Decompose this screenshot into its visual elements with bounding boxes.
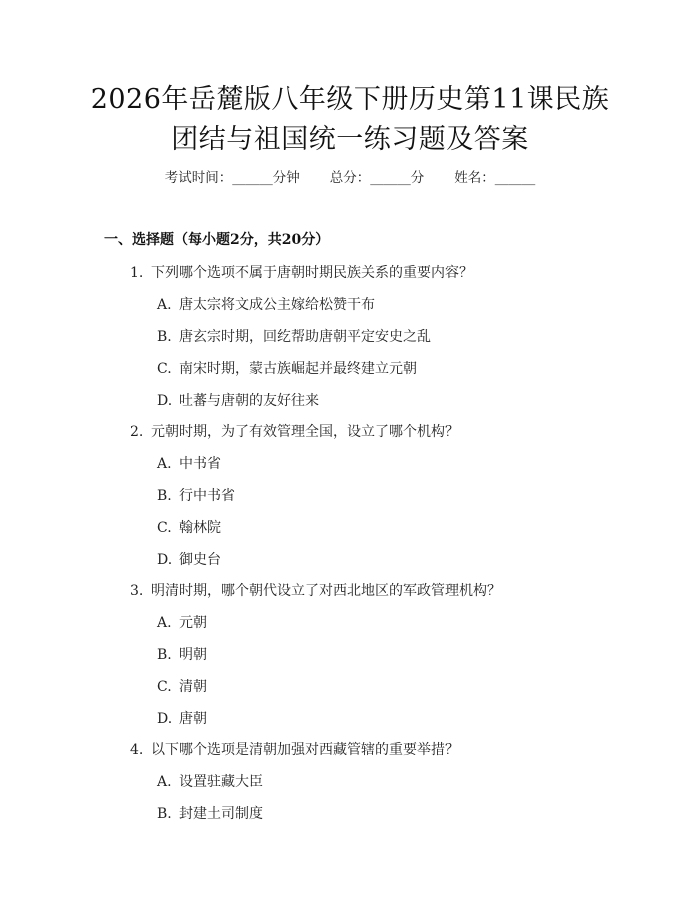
question-4 [130,739,459,759]
option-letter: D. [157,552,173,568]
question-1-option-a [157,294,375,314]
question-2-option-b [157,485,235,505]
question-number: 2. [130,424,144,440]
question-2-option-d [157,549,221,569]
question-number: 1. [130,265,144,281]
option-text: 明朝 [179,647,207,663]
question-text: 元朝时期，为了有效管理全国，设立了哪个机构？ [151,424,459,440]
question-2-option-a [157,453,221,473]
question-3-option-a [157,612,207,632]
question-number: 4. [130,742,144,758]
option-text: 唐玄宗时期，回纥帮助唐朝平定安史之乱 [179,329,431,345]
option-letter: B. [157,329,172,345]
document-title-line1: 2026年岳麓版八年级下册历史第11课民族 [90,84,610,115]
question-1-option-b [157,326,431,346]
question-3-option-c [157,676,207,696]
option-letter: A. [157,297,172,313]
option-text: 元朝 [179,615,207,631]
option-letter: C. [157,679,172,695]
document-title-line2: 团结与祖国统一练习题及答案 [171,124,529,155]
question-1-option-d [157,390,319,410]
question-text: 下列哪个选项不属于唐朝时期民族关系的重要内容？ [151,265,473,281]
option-letter: D. [157,393,173,409]
question-number: 3. [130,583,144,599]
question-3-option-d [157,708,207,728]
option-letter: B. [157,806,172,822]
option-text: 唐朝 [179,711,207,727]
option-letter: C. [157,361,172,377]
question-4-option-b [157,803,263,823]
question-2-option-c [157,517,221,537]
option-text: 唐太宗将文成公主嫁给松赞干布 [179,297,375,313]
option-text: 御史台 [179,552,221,568]
option-text: 吐蕃与唐朝的友好往来 [179,393,319,409]
option-letter: C. [157,520,172,536]
question-text: 以下哪个选项是清朝加强对西藏管辖的重要举措？ [151,742,459,758]
option-letter: A. [157,615,172,631]
option-text: 清朝 [179,679,207,695]
section-heading: 一、选择题（每小题2分，共20分） [104,232,330,248]
question-3-option-b [157,644,207,664]
option-letter: B. [157,647,172,663]
option-letter: D. [157,711,173,727]
option-text: 封建土司制度 [179,806,263,822]
option-text: 中书省 [179,456,221,472]
exam-time-field: 考试时间：______分钟 [164,170,300,186]
total-score-field: 总分：______分 [329,170,425,186]
question-4-option-a [157,771,263,791]
option-letter: B. [157,488,172,504]
question-3 [130,580,501,600]
option-letter: A. [157,456,172,472]
question-2 [130,421,459,441]
option-text: 设置驻藏大臣 [179,774,263,790]
option-letter: A. [157,774,172,790]
question-1-option-c [157,358,417,378]
option-text: 翰林院 [179,520,221,536]
option-text: 南宋时期，蒙古族崛起并最终建立元朝 [179,361,417,377]
exam-info [0,166,700,186]
option-text: 行中书省 [179,488,235,504]
question-1 [130,262,473,282]
question-text: 明清时期，哪个朝代设立了对西北地区的军政管理机构？ [151,583,501,599]
name-field: 姓名：______ [454,170,536,186]
